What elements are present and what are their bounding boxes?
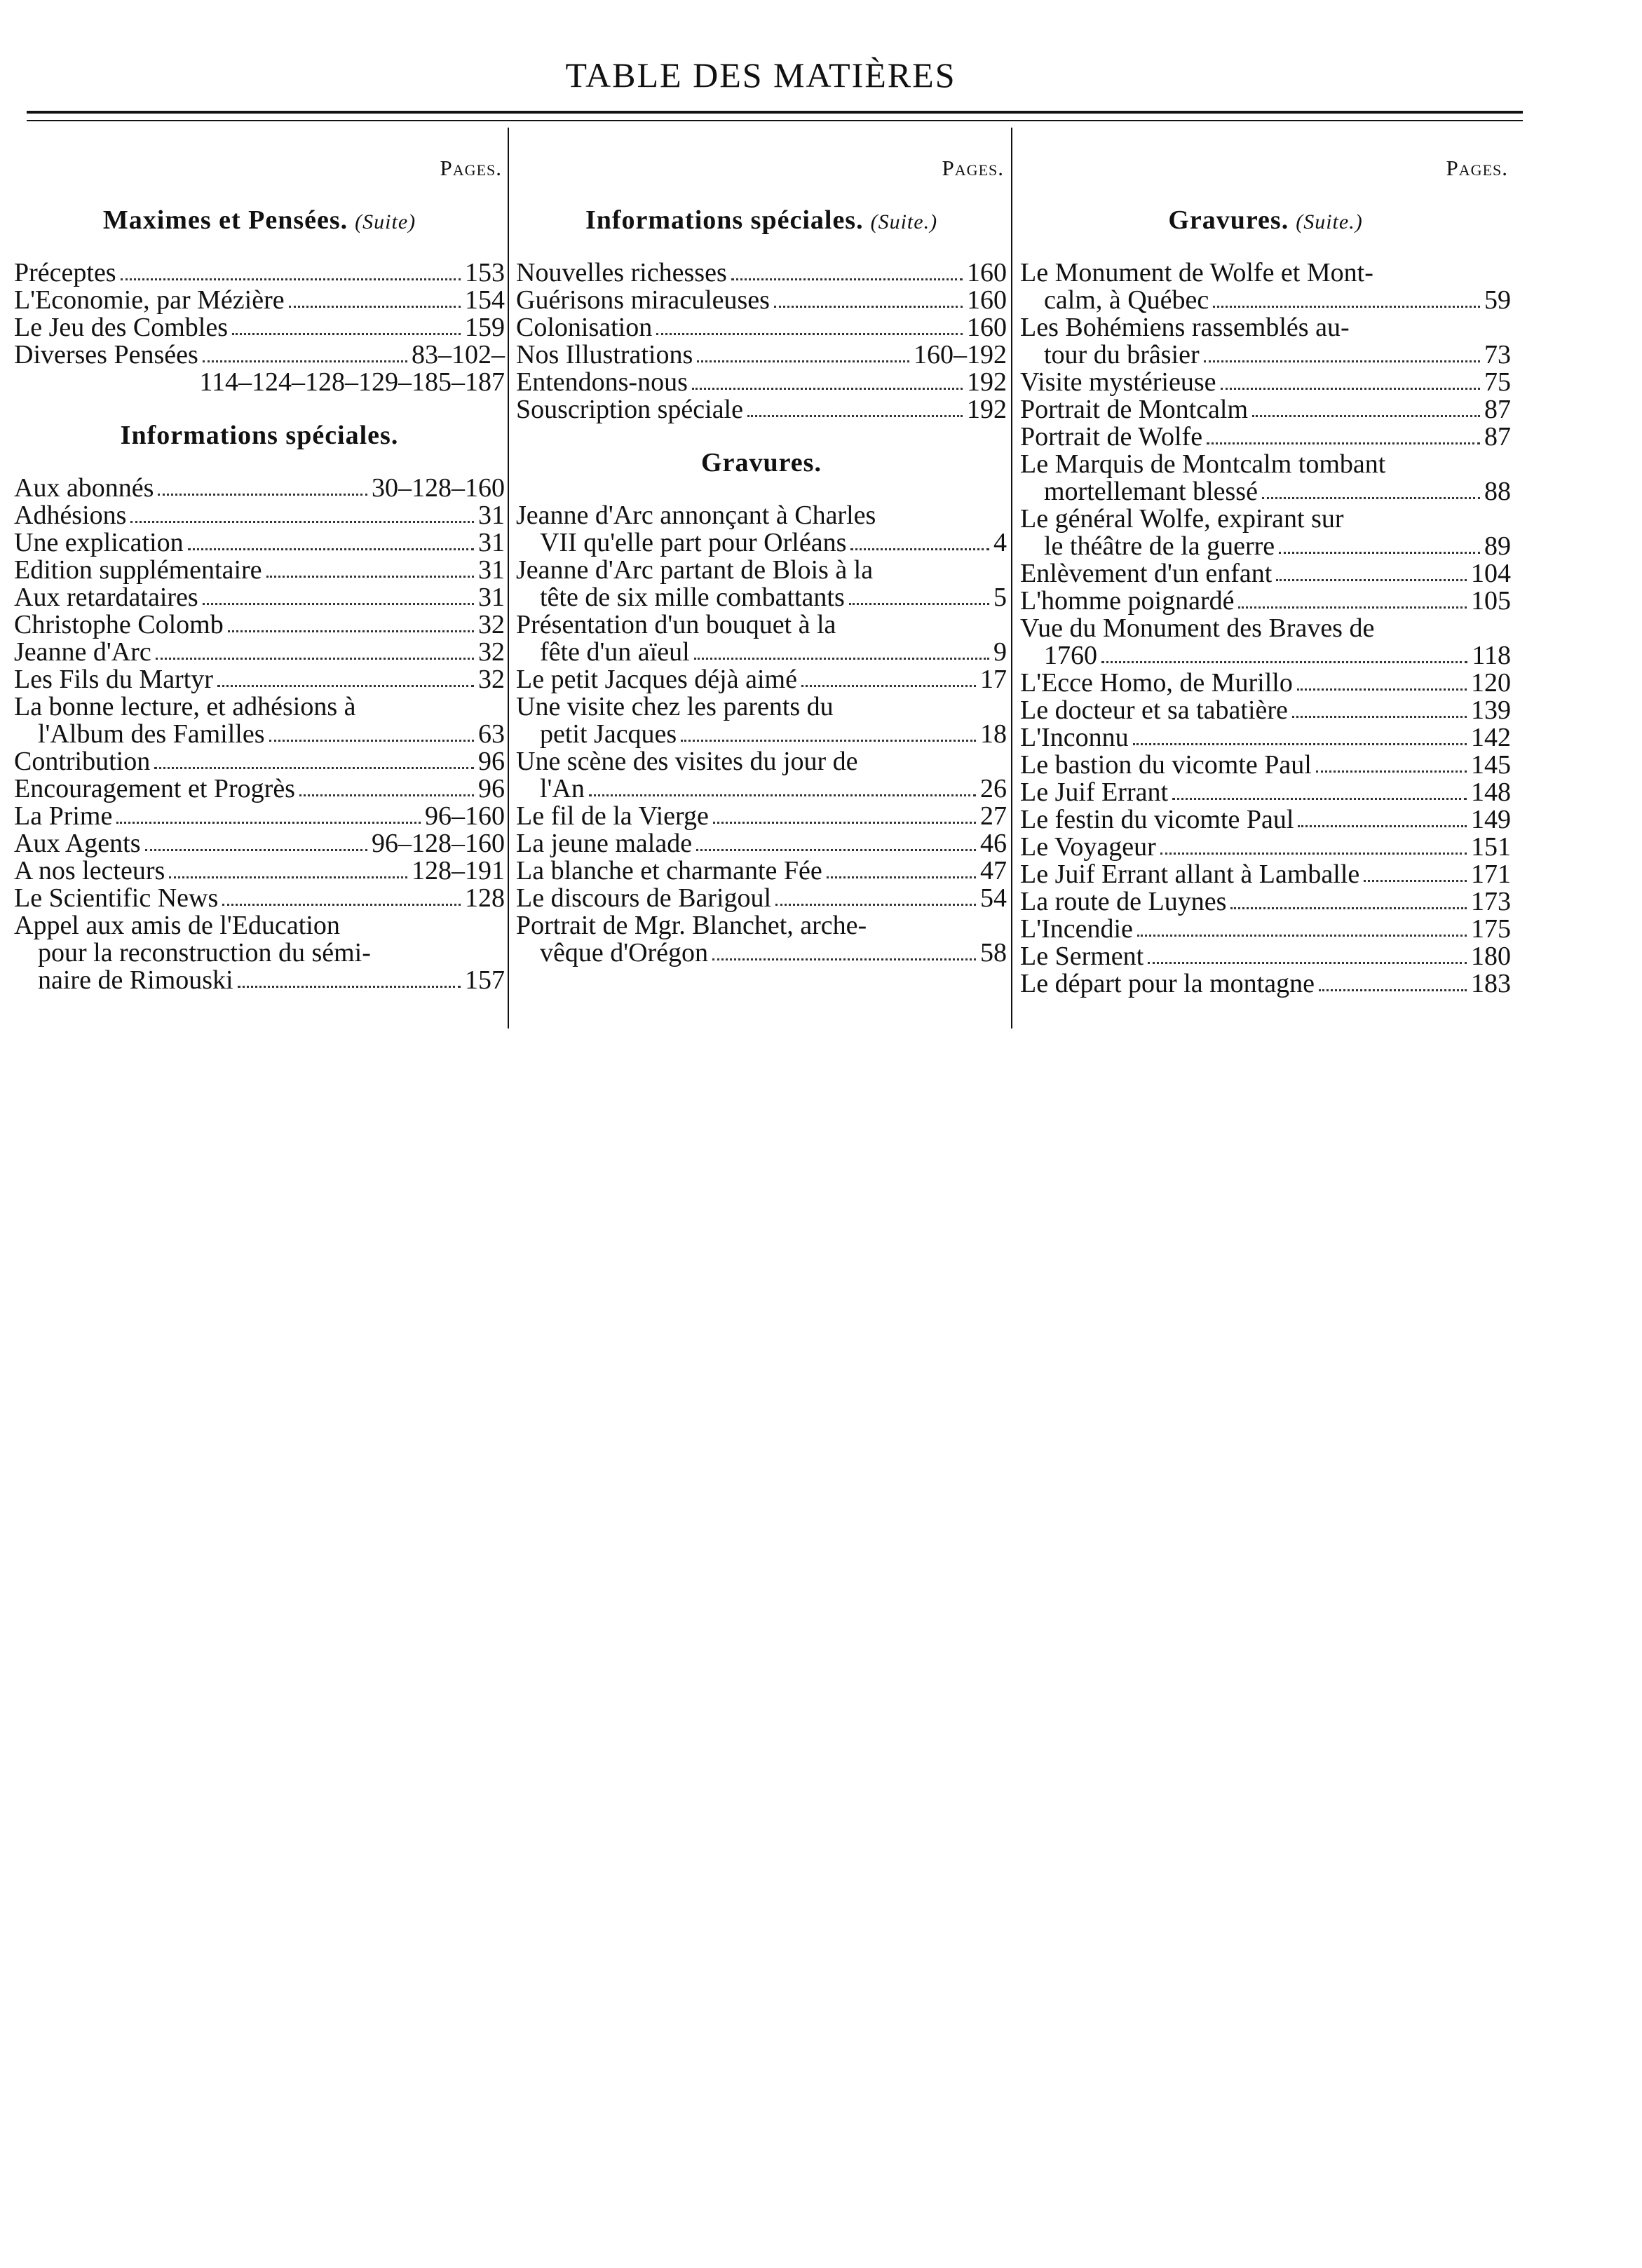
entry-label: Le départ pour la montagne: [1020, 969, 1315, 998]
toc-entry: [516, 287, 1007, 314]
entry-label: Portrait de Wolfe: [1020, 422, 1203, 451]
section-heading-text: Gravures.: [701, 448, 822, 477]
entry-page: 171: [1471, 860, 1511, 889]
toc-entry: [14, 721, 505, 748]
entry-page: 47: [980, 856, 1007, 885]
entry-label: Une explication: [14, 528, 184, 557]
dot-leader: [1172, 798, 1467, 800]
toc-column-3: [1020, 133, 1511, 1066]
dot-leader: [217, 685, 474, 687]
toc-entry: [14, 314, 505, 341]
toc-entry: [1020, 588, 1511, 615]
dot-leader: [850, 548, 989, 550]
dot-leader: [222, 904, 461, 906]
entry-label: Jeanne d'Arc: [14, 637, 151, 667]
entry-page: 128: [465, 883, 505, 913]
dot-leader: [154, 767, 474, 769]
entry-label: Préceptes: [14, 258, 116, 287]
entry-label: Les Fils du Martyr: [14, 665, 213, 694]
entry-page: 160: [967, 258, 1007, 287]
entry-label: La jeune malade: [516, 829, 693, 858]
entry-label: Souscription spéciale: [516, 395, 743, 424]
toc-entry: [516, 396, 1007, 423]
entry-label: Le discours de Barigoul: [516, 883, 772, 913]
section-heading: [516, 205, 1007, 236]
dot-leader: [121, 278, 461, 280]
entry-label: La route de Luynes: [1020, 887, 1227, 916]
toc-entry: [1020, 752, 1511, 779]
entry-page: 18: [980, 719, 1007, 749]
entry-page: 153: [465, 258, 505, 287]
entry-label: Nos Illustrations: [516, 340, 693, 369]
toc-entry: [1020, 560, 1511, 588]
entry-label: L'Inconnu: [1020, 723, 1129, 752]
dot-leader: [1137, 935, 1467, 937]
dot-leader: [130, 521, 474, 523]
dot-leader: [801, 685, 976, 687]
entry-line: Une visite chez les parents du: [516, 692, 834, 721]
entry-page: 151: [1471, 832, 1511, 862]
entry-label: fête d'un aïeul: [540, 637, 690, 667]
entry-page: 96–160: [425, 801, 505, 831]
entry-label: Christophe Colomb: [14, 610, 224, 639]
toc-entry: [1020, 478, 1511, 505]
entry-line: Portrait de Mgr. Blanchet, arche-: [516, 911, 867, 940]
entry-label: naire de Rimouski: [38, 965, 233, 995]
entry-page: 157: [465, 965, 505, 995]
entry-label: Le petit Jacques déjà aimé: [516, 665, 797, 694]
dot-leader: [203, 360, 407, 362]
toc-column-1: [14, 133, 505, 1066]
entry-label: Encouragement et Progrès: [14, 774, 295, 803]
toc-entry: [1020, 888, 1511, 916]
entry-page: 4: [993, 528, 1007, 557]
entry-line: Une scène des visites du jour de: [516, 747, 858, 776]
dot-leader: [1262, 497, 1480, 499]
entry-label: Le Voyageur: [1020, 832, 1156, 862]
toc-entry: [14, 885, 505, 912]
entry-line: La bonne lecture, et adhésions à: [14, 692, 356, 721]
dot-leader: [169, 876, 407, 878]
toc-entry: [516, 666, 1007, 693]
entry-page: 180: [1471, 942, 1511, 971]
entry-page: 148: [1471, 777, 1511, 807]
toc-entry: [516, 857, 1007, 885]
column-separator: [1011, 128, 1012, 1028]
toc-entry: [14, 557, 505, 584]
dot-leader: [1364, 880, 1467, 882]
entry-label: Contribution: [14, 747, 151, 776]
entry-label: L'homme poignardé: [1020, 586, 1235, 616]
dot-leader: [713, 822, 976, 824]
entry-line: Appel aux amis de l'Education: [14, 911, 340, 940]
entry-page: 26: [980, 774, 1007, 803]
dot-leader: [681, 740, 976, 742]
entry-page: 73: [1484, 340, 1511, 369]
entry-line: Le Monument de Wolfe et Mont-: [1020, 258, 1373, 287]
entry-page: 27: [980, 801, 1007, 831]
entry-page: 17: [980, 665, 1007, 694]
dot-leader: [712, 958, 976, 960]
dot-leader: [188, 548, 474, 550]
entry-page: 192: [967, 395, 1007, 424]
entry-page: 87: [1484, 395, 1511, 424]
toc-entry: [14, 967, 505, 994]
toc-entry: [14, 475, 505, 502]
header-rule: [27, 111, 1523, 114]
entry-line: Jeanne d'Arc partant de Blois à la: [516, 555, 874, 585]
entry-label: Nouvelles richesses: [516, 258, 727, 287]
toc-entry: [14, 748, 505, 775]
dot-leader: [747, 415, 963, 417]
toc-entry: [1020, 916, 1511, 943]
entry-line: Jeanne d'Arc annonçant à Charles: [516, 501, 876, 530]
toc-entry: [14, 803, 505, 830]
section-suite-label: (Suite.): [1296, 210, 1363, 233]
entry-page: 59: [1484, 285, 1511, 315]
entry-label: VII qu'elle part pour Orléans: [540, 528, 847, 557]
entry-page: 75: [1484, 367, 1511, 397]
toc-entry: [14, 775, 505, 803]
entry-label: 1760: [1044, 641, 1097, 670]
entry-page: 96–128–160: [372, 829, 505, 858]
dot-leader: [849, 603, 989, 605]
entry-label: Colonisation: [516, 313, 653, 342]
section-suite-label: (Suite): [355, 210, 416, 233]
toc-entry: [516, 369, 1007, 396]
dot-leader: [299, 794, 474, 796]
entry-page: 87: [1484, 422, 1511, 451]
toc-entry: [1020, 779, 1511, 806]
entry-page: 32: [478, 637, 505, 667]
entry-page: 139: [1471, 695, 1511, 725]
toc-entry: [14, 830, 505, 857]
toc-entry: [1020, 861, 1511, 888]
toc-entry: [516, 341, 1007, 369]
dot-leader: [1133, 743, 1467, 745]
entry-label: Entendons-nous: [516, 367, 688, 397]
toc-entry: [1020, 423, 1511, 451]
section-heading-text: Informations spéciales.: [585, 205, 864, 235]
toc-entry: [14, 639, 505, 666]
toc-entry: [516, 721, 1007, 748]
entry-label: tête de six mille combattants: [540, 583, 845, 612]
entry-page: 118: [1472, 641, 1511, 670]
toc-entry: [14, 611, 505, 639]
toc-entry: [1020, 341, 1511, 369]
dot-leader: [156, 658, 474, 660]
pages-label: Pages.: [440, 156, 502, 180]
dot-leader: [1298, 825, 1467, 827]
entry-page: 31: [478, 528, 505, 557]
toc-entry: [516, 775, 1007, 803]
entry-page: 160: [967, 313, 1007, 342]
entry-label: Le Jeu des Combles: [14, 313, 229, 342]
toc-entry: [516, 529, 1007, 557]
toc-entry: [14, 529, 505, 557]
dot-leader: [1238, 606, 1467, 609]
dot-leader: [116, 822, 421, 824]
section-heading-text: Informations spéciales.: [120, 421, 399, 450]
dot-leader: [1160, 853, 1467, 855]
section-heading: [14, 420, 505, 451]
dot-leader: [1221, 388, 1481, 390]
entry-label: Edition supplémentaire: [14, 555, 262, 585]
toc-entry: [1020, 287, 1511, 314]
entry-page: 83–102–: [412, 340, 505, 369]
entry-page: 145: [1471, 750, 1511, 780]
entry-label: petit Jacques: [540, 719, 677, 749]
entry-line: Vue du Monument des Braves de: [1020, 613, 1375, 643]
entry-label: Le festin du vicomte Paul: [1020, 805, 1294, 834]
entry-page: 105: [1471, 586, 1511, 616]
entry-label: l'Album des Familles: [38, 719, 265, 749]
section-heading: [14, 205, 505, 236]
dot-leader: [228, 630, 474, 632]
entry-page: 31: [478, 555, 505, 585]
entry-line: Le général Wolfe, expirant sur: [1020, 504, 1344, 534]
entry-label: Le Serment: [1020, 942, 1144, 971]
entry-page: 5: [993, 583, 1007, 612]
toc-entry: [14, 341, 505, 369]
dot-leader: [1319, 989, 1467, 991]
toc-entry: [1020, 943, 1511, 970]
toc-entry: [516, 939, 1007, 967]
entry-label: Diverses Pensées: [14, 340, 198, 369]
dot-leader: [145, 849, 368, 851]
entry-page: 142: [1471, 723, 1511, 752]
entry-page: 149: [1471, 805, 1511, 834]
dot-leader: [731, 278, 963, 280]
dot-leader: [774, 306, 963, 308]
dot-leader: [1276, 579, 1467, 581]
entry-page: 63: [478, 719, 505, 749]
dot-leader: [1213, 306, 1480, 308]
pages-label: Pages.: [1446, 156, 1508, 180]
entry-page: 120: [1471, 668, 1511, 698]
entry-label: Aux abonnés: [14, 473, 154, 503]
entry-label: A nos lecteurs: [14, 856, 165, 885]
entry-page: 31: [478, 501, 505, 530]
dot-leader: [158, 494, 367, 496]
entry-page: 30–128–160: [372, 473, 505, 503]
toc-entry: [516, 259, 1007, 287]
section-heading: [516, 447, 1007, 478]
section-heading: [1020, 205, 1511, 236]
entry-label: l'An: [540, 774, 585, 803]
entry-label: L'Economie, par Mézière: [14, 285, 285, 315]
entry-label: Aux Agents: [14, 829, 141, 858]
entry-label: L'Ecce Homo, de Murillo: [1020, 668, 1293, 698]
entry-line: pour la reconstruction du sémi-: [38, 938, 371, 967]
entry-page: 96: [478, 747, 505, 776]
dot-leader: [1101, 661, 1467, 663]
toc-entry: [516, 830, 1007, 857]
dot-leader: [1292, 716, 1467, 718]
toc-entry: [14, 259, 505, 287]
entry-page: 54: [980, 883, 1007, 913]
entry-label: Le docteur et sa tabatière: [1020, 695, 1288, 725]
dot-leader: [1207, 442, 1480, 444]
entry-page: 175: [1471, 914, 1511, 944]
dot-leader: [238, 986, 461, 988]
dot-leader: [203, 603, 474, 605]
entry-label: Le Juif Errant allant à Lamballe: [1020, 860, 1360, 889]
entry-page: 128–191: [412, 856, 505, 885]
entry-label: Portrait de Montcalm: [1020, 395, 1249, 424]
entry-label: Le bastion du vicomte Paul: [1020, 750, 1312, 780]
toc-entry: [1020, 970, 1511, 998]
dot-leader: [827, 876, 976, 878]
toc-entry: [1020, 806, 1511, 834]
entry-page: 159: [465, 313, 505, 342]
dot-leader: [1252, 415, 1480, 417]
entry-page: 104: [1471, 559, 1511, 588]
entry-label: le théâtre de la guerre: [1044, 531, 1275, 561]
dot-leader: [1279, 552, 1480, 554]
pages-label: Pages.: [942, 156, 1004, 180]
entry-line: Présentation d'un bouquet à la: [516, 610, 836, 639]
entry-page: 173: [1471, 887, 1511, 916]
toc-entry: [1020, 533, 1511, 560]
dot-leader: [232, 333, 461, 335]
entry-label: La Prime: [14, 801, 113, 831]
dot-leader: [1297, 688, 1467, 691]
header-rule-thin: [27, 120, 1523, 121]
entry-label: Adhésions: [14, 501, 127, 530]
toc-entry: [1020, 396, 1511, 423]
entry-label: Le Scientific News: [14, 883, 219, 913]
entry-label: Visite mystérieuse: [1020, 367, 1216, 397]
dot-leader: [696, 849, 976, 851]
toc-entry: [14, 666, 505, 693]
dot-leader: [1204, 360, 1480, 362]
dot-leader: [1148, 962, 1467, 964]
entry-label: L'Incendie: [1020, 914, 1133, 944]
column-separator: [508, 128, 509, 1028]
entry-line: Le Marquis de Montcalm tombant: [1020, 449, 1386, 479]
entry-page: 89: [1484, 531, 1511, 561]
toc-entry: [516, 885, 1007, 912]
entry-label: mortellemant blessé: [1044, 477, 1258, 506]
toc-entry: [1020, 697, 1511, 724]
toc-entry: [1020, 670, 1511, 697]
toc-entry: [516, 639, 1007, 666]
section-heading-text: Gravures.: [1168, 205, 1289, 235]
entry-page: 96: [478, 774, 505, 803]
entry-label: tour du brâsier: [1044, 340, 1200, 369]
dot-leader: [1316, 770, 1467, 773]
entry-page: 183: [1471, 969, 1511, 998]
entry-page: 32: [478, 665, 505, 694]
dot-leader: [656, 333, 963, 335]
dot-leader: [589, 794, 976, 796]
entry-label: vêque d'Orégon: [540, 938, 709, 967]
entry-page: 9: [993, 637, 1007, 667]
entry-page: 32: [478, 610, 505, 639]
section-heading-text: Maximes et Pensées.: [102, 205, 348, 235]
entry-label: Le Juif Errant: [1020, 777, 1169, 807]
toc-entry: [1020, 642, 1511, 670]
dot-leader: [694, 658, 989, 660]
dot-leader: [697, 360, 909, 362]
entry-page: 192: [967, 367, 1007, 397]
toc-entry: [1020, 724, 1511, 752]
dot-leader: [692, 388, 963, 390]
entry-page: 160: [967, 285, 1007, 315]
entry-page: 58: [980, 938, 1007, 967]
toc-entry: [14, 502, 505, 529]
entry-label: La blanche et charmante Fée: [516, 856, 822, 885]
dot-leader: [289, 306, 461, 308]
dot-leader: [1230, 907, 1467, 909]
entry-page: 160–192: [914, 340, 1007, 369]
toc-entry: [14, 287, 505, 314]
dot-leader: [269, 740, 474, 742]
toc-column-2: [516, 133, 1007, 1066]
entry-page: 88: [1484, 477, 1511, 506]
entry-label: Enlèvement d'un enfant: [1020, 559, 1273, 588]
toc-entry: [1020, 834, 1511, 861]
entry-page: 154: [465, 285, 505, 315]
entry-label: calm, à Québec: [1044, 285, 1209, 315]
dot-leader: [775, 904, 976, 906]
entry-label: Le fil de la Vierge: [516, 801, 709, 831]
entry-page: 46: [980, 829, 1007, 858]
toc-entry: [516, 314, 1007, 341]
entry-page: 31: [478, 583, 505, 612]
entry-line: Les Bohémiens rassemblés au-: [1020, 313, 1350, 342]
toc-entry: [1020, 369, 1511, 396]
toc-entry: [516, 584, 1007, 611]
toc-entry: [14, 584, 505, 611]
toc-entry: [516, 803, 1007, 830]
entry-label: Aux retardataires: [14, 583, 198, 612]
section-suite-label: (Suite.): [870, 210, 938, 233]
entry-label: Guérisons miraculeuses: [516, 285, 770, 315]
toc-entry: [14, 857, 505, 885]
dot-leader: [266, 576, 474, 578]
page-title: TABLE DES MATIÈRES: [565, 55, 956, 95]
entry-page-continuation: 114–124–128–129–185–187: [199, 367, 505, 397]
